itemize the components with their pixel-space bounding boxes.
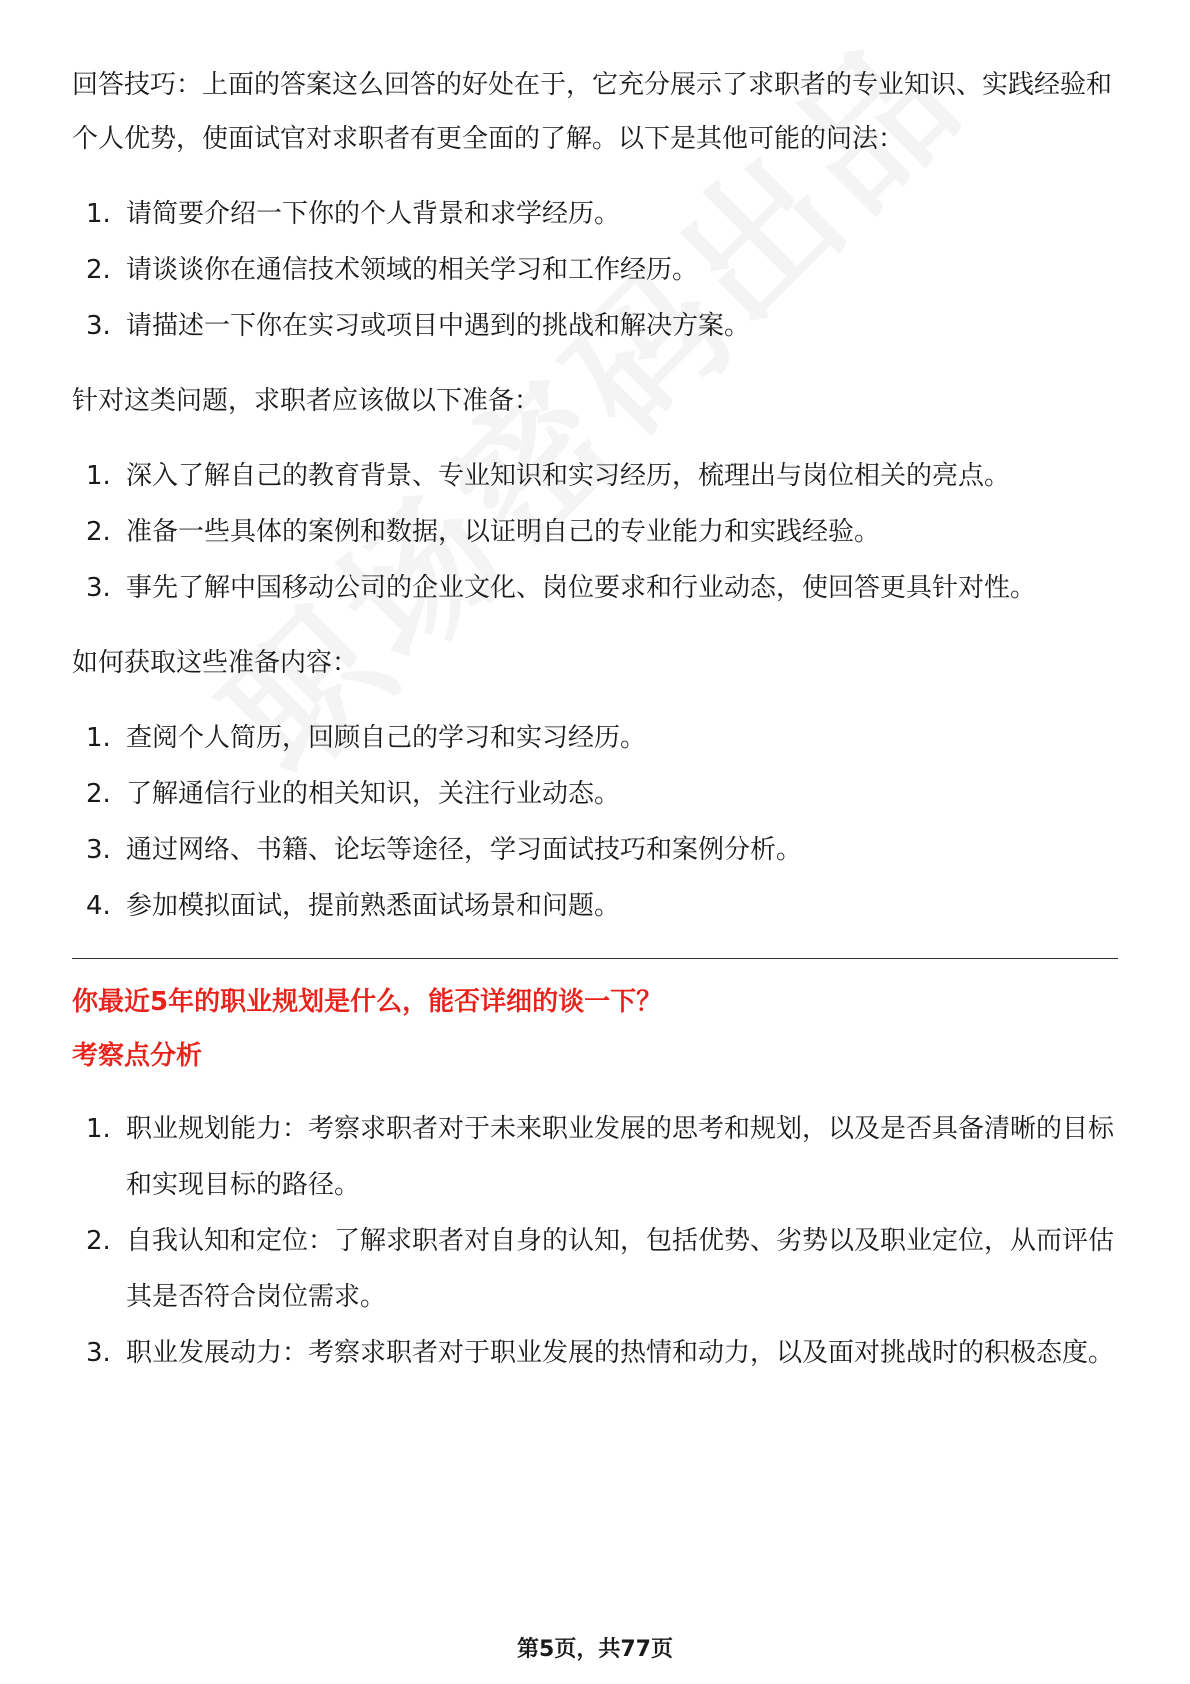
list-number: 3. bbox=[86, 1338, 111, 1368]
list-item bbox=[72, 878, 1118, 934]
list-item-text: 请描述一下你在实习或项目中遇到的挑战和解决方案。 bbox=[126, 311, 751, 341]
preparation-heading: 针对这类问题，求职者应该做以下准备： bbox=[72, 386, 541, 416]
section-divider bbox=[72, 958, 1118, 959]
list-number: 3. bbox=[86, 573, 111, 603]
list-number: 2. bbox=[86, 255, 111, 285]
answer-tips-paragraph: 回答技巧：上面的答案这么回答的好处在于，它充分展示了求职者的专业知识、实践经验和个人优势，使面试官对求职者有更全面的了解。以下是其他可能的问法： bbox=[72, 70, 1113, 154]
list-item-text: 职业发展动力：考察求职者对于职业发展的热情和动力，以及面对挑战时的积极态度。 bbox=[126, 1338, 1115, 1368]
list-item-text: 参加模拟面试，提前熟悉面试场景和问题。 bbox=[126, 891, 621, 921]
list-number: 1. bbox=[86, 1114, 111, 1144]
list-item-text: 自我认知和定位：了解求职者对自身的认知，包括优势、劣势以及职业定位，从而评估其是否符合岗位需求。 bbox=[126, 1226, 1115, 1312]
list-number: 4. bbox=[86, 891, 111, 921]
list-number: 3. bbox=[86, 311, 111, 341]
list-item bbox=[72, 186, 1118, 242]
list-item-text: 请谈谈你在通信技术领域的相关学习和工作经历。 bbox=[126, 255, 699, 285]
list-item bbox=[72, 822, 1118, 878]
analysis-heading: 考察点分析 bbox=[72, 1041, 203, 1071]
list-number: 1. bbox=[86, 199, 111, 229]
list-item bbox=[72, 1213, 1118, 1325]
page-number: 第5页，共77页 bbox=[517, 1637, 673, 1662]
analysis-points-list bbox=[72, 1101, 1118, 1381]
list-item bbox=[72, 766, 1118, 822]
list-item bbox=[72, 504, 1118, 560]
list-item bbox=[72, 1325, 1118, 1381]
list-item bbox=[72, 710, 1118, 766]
list-item bbox=[72, 242, 1118, 298]
list-item-text: 了解通信行业的相关知识，关注行业动态。 bbox=[126, 779, 621, 809]
list-number: 2. bbox=[86, 1226, 111, 1256]
alt-questions-list bbox=[72, 186, 1118, 354]
list-number: 3. bbox=[86, 835, 111, 865]
list-item-text: 查阅个人简历，回顾自己的学习和实习经历。 bbox=[126, 723, 647, 753]
list-item-text: 通过网络、书籍、论坛等途径，学习面试技巧和案例分析。 bbox=[126, 835, 803, 865]
list-number: 1. bbox=[86, 461, 111, 491]
list-number: 1. bbox=[86, 723, 111, 753]
acquire-list bbox=[72, 710, 1118, 934]
preparation-list bbox=[72, 448, 1118, 616]
acquire-heading: 如何获取这些准备内容： bbox=[72, 648, 359, 678]
list-number: 2. bbox=[86, 779, 111, 809]
list-item bbox=[72, 298, 1118, 354]
interview-question: 你最近5年的职业规划是什么，能否详细的谈一下？ bbox=[72, 987, 663, 1017]
list-item bbox=[72, 1101, 1118, 1213]
page-content bbox=[72, 58, 1118, 1381]
list-item bbox=[72, 560, 1118, 616]
list-item-text: 深入了解自己的教育背景、专业知识和实习经历，梳理出与岗位相关的亮点。 bbox=[126, 461, 1011, 491]
list-item-text: 准备一些具体的案例和数据，以证明自己的专业能力和实践经验。 bbox=[126, 517, 881, 547]
list-item-text: 事先了解中国移动公司的企业文化、岗位要求和行业动态，使回答更具针对性。 bbox=[126, 573, 1037, 603]
list-item bbox=[72, 448, 1118, 504]
list-number: 2. bbox=[86, 517, 111, 547]
list-item-text: 请简要介绍一下你的个人背景和求学经历。 bbox=[126, 199, 621, 229]
list-item-text: 职业规划能力：考察求职者对于未来职业发展的思考和规划，以及是否具备清晰的目标和实现目标的路径。 bbox=[126, 1114, 1115, 1200]
